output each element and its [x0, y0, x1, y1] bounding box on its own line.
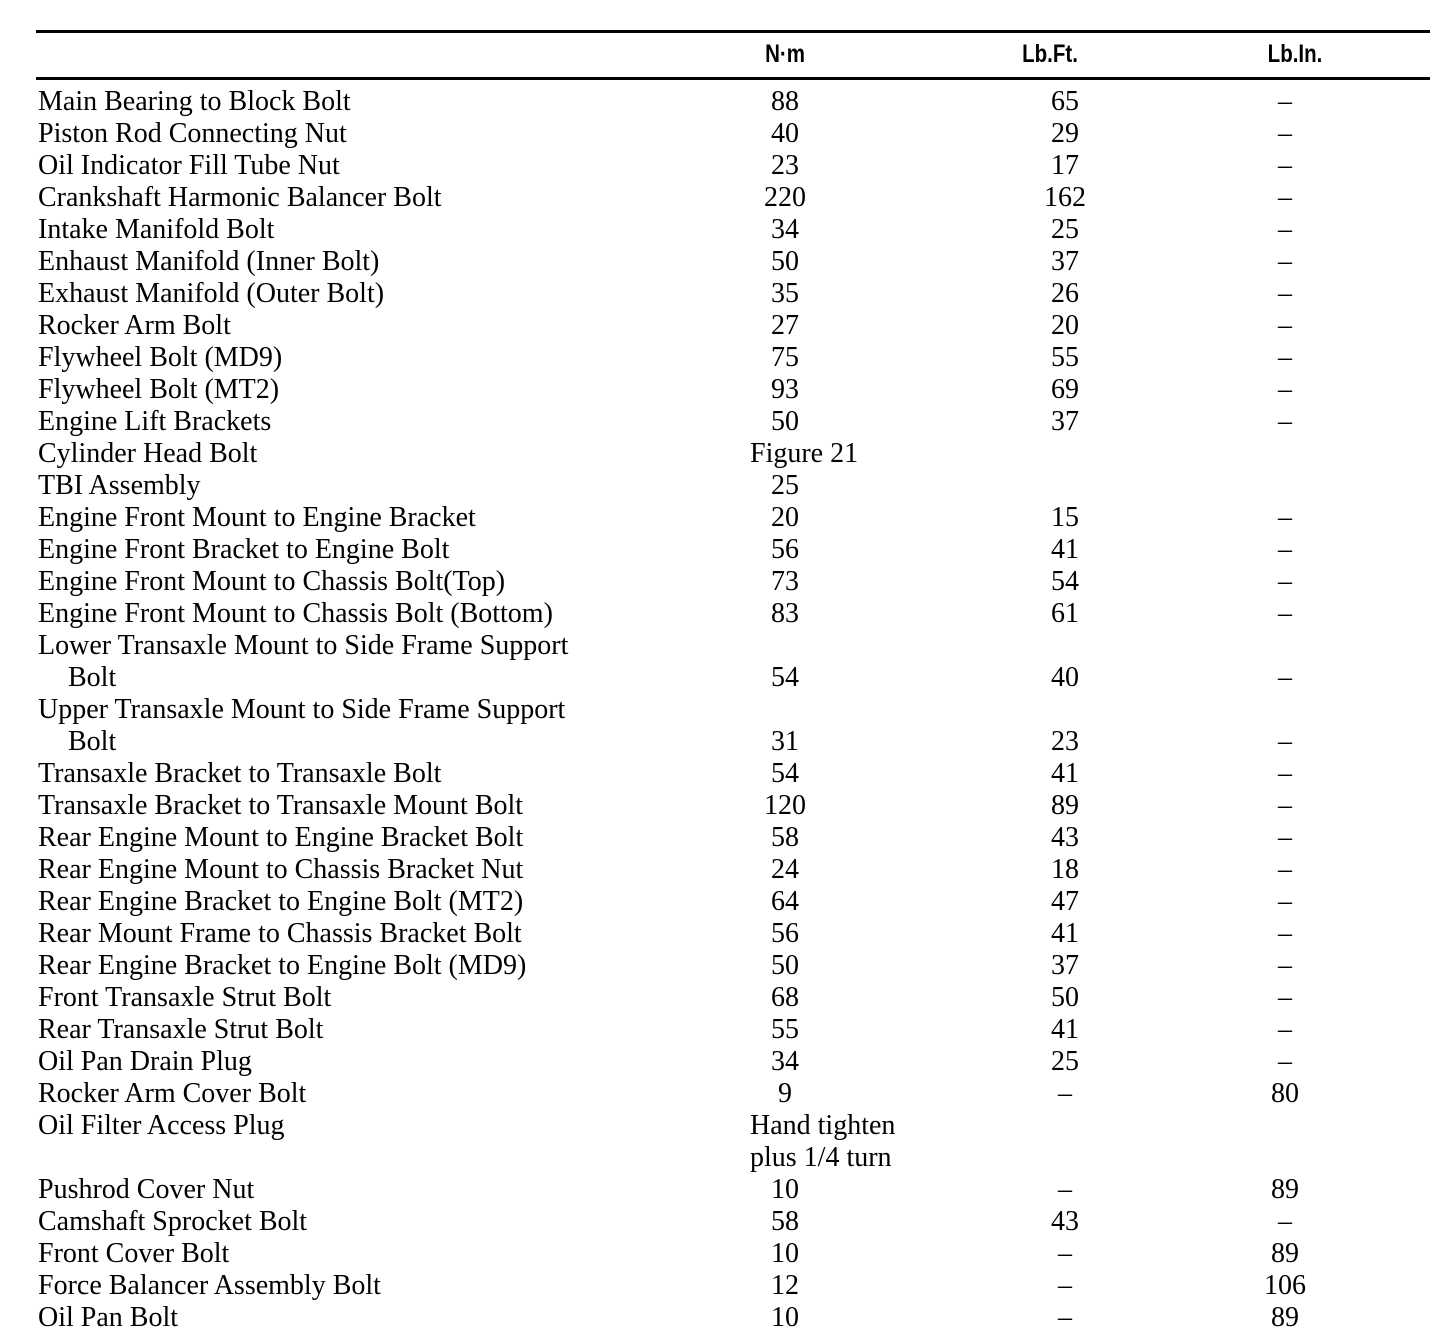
table-row: [0, 758, 1440, 790]
value-lbin: –: [1278, 1206, 1292, 1237]
table-row: [0, 1174, 1440, 1206]
fastener-name: [38, 630, 568, 694]
value-nm-line: 12: [771, 1270, 799, 1301]
value-nm: [740, 150, 830, 182]
fastener-name-line: Rear Engine Mount to Chassis Bracket Nut: [38, 854, 524, 885]
value-lbft: 50: [1051, 982, 1079, 1013]
value-nm-line: 50: [771, 950, 799, 981]
fastener-name: [38, 1110, 285, 1142]
fastener-name-line: Piston Rod Connecting Nut: [38, 118, 347, 149]
table-row: [0, 374, 1440, 406]
table-row: [0, 310, 1440, 342]
value-nm: [740, 534, 830, 566]
value-nm: [740, 662, 830, 694]
value-nm: [740, 118, 830, 150]
fastener-name: [38, 246, 379, 278]
fastener-name-line: Oil Indicator Fill Tube Nut: [38, 150, 340, 181]
fastener-name: [38, 982, 331, 1014]
value-lbft: 25: [1051, 1046, 1079, 1077]
fastener-name-line: Camshaft Sprocket Bolt: [38, 1206, 308, 1237]
value-nm: [740, 310, 830, 342]
fastener-name-line: Cylinder Head Bolt: [38, 438, 258, 469]
value-nm: [740, 1078, 830, 1110]
fastener-name-line: Exhaust Manifold (Outer Bolt): [38, 278, 385, 309]
table-row: [0, 918, 1440, 950]
value-lbin: –: [1278, 502, 1292, 533]
value-lbin: 89: [1271, 1302, 1299, 1333]
value-nm: [740, 406, 830, 438]
value-nm-line: 56: [771, 918, 799, 949]
fastener-name: [38, 886, 523, 918]
value-nm-line: 34: [771, 1046, 799, 1077]
fastener-name-line: Flywheel Bolt (MD9): [38, 342, 283, 373]
fastener-name-line: Rear Engine Bracket to Engine Bolt (MT2): [38, 886, 524, 917]
value-nm: [740, 950, 830, 982]
fastener-name-line: Pushrod Cover Nut: [38, 1174, 255, 1205]
table-row: [0, 854, 1440, 886]
value-nm: [740, 758, 830, 790]
fastener-name-line: Rear Engine Mount to Engine Bracket Bolt: [38, 822, 524, 853]
fastener-name: [38, 1174, 254, 1206]
fastener-name-line: Bolt: [68, 726, 117, 757]
fastener-name: [38, 310, 231, 342]
value-nm-line: 83: [771, 598, 799, 629]
value-lbin: –: [1278, 566, 1292, 597]
fastener-name-line: Transaxle Bracket to Transaxle Bolt: [38, 758, 442, 789]
value-lbin: –: [1278, 150, 1292, 181]
table-row: [0, 342, 1440, 374]
fastener-name-line: Rocker Arm Cover Bolt: [38, 1078, 307, 1109]
torque-table-body: [0, 86, 1440, 1334]
value-lbin: –: [1278, 86, 1292, 117]
value-lbft: 69: [1051, 374, 1079, 405]
value-nm: [740, 1238, 830, 1270]
value-nm-line: 10: [771, 1174, 799, 1205]
fastener-name-line: Intake Manifold Bolt: [38, 214, 275, 245]
table-row: [0, 534, 1440, 566]
value-lbft: 41: [1051, 758, 1079, 789]
fastener-name: [38, 822, 523, 854]
value-nm-line: 120: [764, 790, 806, 821]
value-nm: [740, 1046, 830, 1078]
value-nm-line: plus 1/4 turn: [750, 1142, 892, 1173]
value-lbft: 54: [1051, 566, 1079, 597]
value-nm-line: 73: [771, 566, 799, 597]
table-row: [0, 1270, 1440, 1302]
value-lbft: 15: [1051, 502, 1079, 533]
fastener-name: [38, 1302, 178, 1334]
value-lbft: 20: [1051, 310, 1079, 341]
fastener-name-line: Rear Engine Bracket to Engine Bolt (MD9): [38, 950, 527, 981]
value-lbin: –: [1278, 406, 1292, 437]
header-rule: [36, 77, 1430, 80]
value-lbft: 41: [1051, 1014, 1079, 1045]
value-nm-line: 68: [771, 982, 799, 1013]
fastener-name: [38, 598, 553, 630]
fastener-name: [38, 406, 271, 438]
fastener-name: [38, 150, 340, 182]
value-lbin: 89: [1271, 1174, 1299, 1205]
fastener-name: [38, 374, 279, 406]
value-nm-line: 10: [771, 1302, 799, 1333]
value-nm-line: 54: [771, 758, 799, 789]
fastener-name: [38, 1270, 381, 1302]
fastener-name: [38, 534, 449, 566]
top-rule: [36, 30, 1430, 33]
value-nm-line: 56: [771, 534, 799, 565]
value-lbin: –: [1278, 278, 1292, 309]
value-lbft: 89: [1051, 790, 1079, 821]
fastener-name: [38, 1014, 323, 1046]
value-nm: [740, 374, 830, 406]
value-lbft: –: [1058, 1078, 1072, 1109]
value-nm: [740, 1014, 830, 1046]
value-lbin: –: [1278, 534, 1292, 565]
table-row: [0, 150, 1440, 182]
table-row: [0, 406, 1440, 438]
table-row: [0, 822, 1440, 854]
value-nm: [740, 1174, 830, 1206]
table-row: [0, 1238, 1440, 1270]
value-lbft: 41: [1051, 918, 1079, 949]
fastener-name-line: Engine Front Mount to Engine Bracket: [38, 502, 476, 533]
value-nm-line: 20: [771, 502, 799, 533]
value-nm: [740, 726, 830, 758]
table-row: [0, 470, 1440, 502]
value-nm-line: 27: [771, 310, 799, 341]
table-row: [0, 246, 1440, 278]
value-lbin: 80: [1271, 1078, 1299, 1109]
value-nm: [740, 886, 830, 918]
fastener-name: [38, 950, 526, 982]
fastener-name: [38, 758, 441, 790]
table-row: [0, 502, 1440, 534]
value-nm: [750, 438, 930, 470]
table-row: [0, 886, 1440, 918]
value-lbft: 29: [1051, 118, 1079, 149]
fastener-name-line: Bolt: [68, 662, 117, 693]
fastener-name: [38, 278, 384, 310]
value-nm-line: 25: [771, 470, 799, 501]
value-nm: [740, 86, 830, 118]
value-lbin: –: [1278, 214, 1292, 245]
header-lbin: Lb.In.: [1267, 40, 1323, 68]
fastener-name-line: Oil Pan Bolt: [38, 1302, 179, 1333]
value-lbin: –: [1278, 982, 1292, 1013]
value-nm: [740, 982, 830, 1014]
header-lbft: Lb.Ft.: [1022, 40, 1078, 68]
value-lbin: –: [1278, 182, 1292, 213]
table-row: [0, 1046, 1440, 1078]
fastener-name-line: Engine Front Mount to Chassis Bolt(Top): [38, 566, 506, 597]
fastener-name-line: TBI Assembly: [38, 470, 201, 501]
fastener-name-line: Transaxle Bracket to Transaxle Mount Bolt: [38, 790, 524, 821]
value-lbft: 18: [1051, 854, 1079, 885]
value-nm: [740, 214, 830, 246]
table-row: [0, 1302, 1440, 1334]
fastener-name: [38, 502, 476, 534]
value-lbft: 37: [1051, 406, 1079, 437]
table-row: [0, 118, 1440, 150]
fastener-name-line: Oil Filter Access Plug: [38, 1110, 285, 1141]
fastener-name: [38, 438, 257, 470]
fastener-name: [38, 1206, 307, 1238]
table-row: [0, 1110, 1440, 1174]
fastener-name: [38, 342, 282, 374]
value-nm-line: 34: [771, 214, 799, 245]
value-lbft: 43: [1051, 822, 1079, 853]
value-nm: [740, 278, 830, 310]
value-nm-line: 220: [764, 182, 806, 213]
table-row: [0, 278, 1440, 310]
table-row: [0, 982, 1440, 1014]
table-row: [0, 566, 1440, 598]
table-row: [0, 694, 1440, 758]
value-nm-line: 50: [771, 406, 799, 437]
fastener-name: [38, 694, 565, 758]
value-lbft: 37: [1051, 246, 1079, 277]
fastener-name-line: Rear Transaxle Strut Bolt: [38, 1014, 324, 1045]
fastener-name: [38, 790, 523, 822]
value-nm: [740, 598, 830, 630]
value-nm-line: 50: [771, 246, 799, 277]
value-nm-line: 55: [771, 1014, 799, 1045]
fastener-name-line: Engine Lift Brackets: [38, 406, 272, 437]
fastener-name: [38, 1046, 252, 1078]
table-row: [0, 1014, 1440, 1046]
value-lbft: –: [1058, 1302, 1072, 1333]
table-row: [0, 790, 1440, 822]
value-lbft: 23: [1051, 726, 1079, 757]
fastener-name: [38, 86, 351, 118]
value-nm: [740, 1206, 830, 1238]
value-nm-line: 24: [771, 854, 799, 885]
fastener-name-line: Oil Pan Drain Plug: [38, 1046, 252, 1077]
table-row: [0, 438, 1440, 470]
value-lbft: 40: [1051, 662, 1079, 693]
value-nm: [740, 502, 830, 534]
value-nm: [740, 854, 830, 886]
value-nm: [740, 342, 830, 374]
value-lbin: –: [1278, 118, 1292, 149]
fastener-name: [38, 182, 442, 214]
value-nm-line: 54: [771, 662, 799, 693]
value-lbft: 61: [1051, 598, 1079, 629]
fastener-name: [38, 918, 522, 950]
value-lbft: 26: [1051, 278, 1079, 309]
value-nm-line: 23: [771, 150, 799, 181]
value-lbin: –: [1278, 310, 1292, 341]
fastener-name-line: Engine Front Bracket to Engine Bolt: [38, 534, 450, 565]
table-row: [0, 1206, 1440, 1238]
value-lbin: –: [1278, 854, 1292, 885]
value-nm: [740, 182, 830, 214]
header-nm: N·m: [765, 40, 805, 68]
value-nm-line: Figure 21: [750, 438, 859, 469]
value-lbin: –: [1278, 246, 1292, 277]
value-lbin: –: [1278, 1014, 1292, 1045]
fastener-name: [38, 1238, 229, 1270]
value-nm-line: 64: [771, 886, 799, 917]
fastener-name-line: Rear Mount Frame to Chassis Bracket Bolt: [38, 918, 522, 949]
value-nm-line: 75: [771, 342, 799, 373]
fastener-name-line: Engine Front Mount to Chassis Bolt (Bottom): [38, 598, 553, 629]
value-lbin: –: [1278, 918, 1292, 949]
value-lbft: –: [1058, 1238, 1072, 1269]
table-row: [0, 630, 1440, 694]
value-lbin: –: [1278, 662, 1292, 693]
fastener-name-line: Flywheel Bolt (MT2): [38, 374, 280, 405]
value-lbin: 89: [1271, 1238, 1299, 1269]
value-lbin: 106: [1264, 1270, 1306, 1301]
fastener-name: [38, 854, 523, 886]
fastener-name-line: Front Cover Bolt: [38, 1238, 230, 1269]
fastener-name: [38, 566, 505, 598]
value-lbft: –: [1058, 1270, 1072, 1301]
value-nm: [740, 1302, 830, 1334]
value-nm: [740, 918, 830, 950]
value-nm-line: 40: [771, 118, 799, 149]
fastener-name-line: Rocker Arm Bolt: [38, 310, 231, 341]
table-row: [0, 598, 1440, 630]
value-nm-line: 9: [778, 1078, 792, 1109]
table-row: [0, 86, 1440, 118]
value-nm-line: 58: [771, 822, 799, 853]
value-lbft: 162: [1044, 182, 1086, 213]
value-nm-line: 10: [771, 1238, 799, 1269]
fastener-name: [38, 214, 274, 246]
fastener-name-line: Front Transaxle Strut Bolt: [38, 982, 332, 1013]
fastener-name-line: Enhaust Manifold (Inner Bolt): [38, 246, 380, 277]
value-lbin: –: [1278, 758, 1292, 789]
value-lbft: 65: [1051, 86, 1079, 117]
table-row: [0, 950, 1440, 982]
value-nm: [740, 246, 830, 278]
fastener-name: [38, 470, 201, 502]
fastener-name-line: Lower Transaxle Mount to Side Frame Support: [38, 630, 569, 661]
value-nm-line: 93: [771, 374, 799, 405]
fastener-name: [38, 1078, 306, 1110]
table-row: [0, 182, 1440, 214]
value-lbin: –: [1278, 886, 1292, 917]
value-lbin: –: [1278, 950, 1292, 981]
value-nm-line: 88: [771, 86, 799, 117]
value-lbft: 25: [1051, 214, 1079, 245]
value-nm: [740, 470, 830, 502]
fastener-name-line: Main Bearing to Block Bolt: [38, 86, 351, 117]
table-row: [0, 1078, 1440, 1110]
value-lbft: 17: [1051, 150, 1079, 181]
value-lbin: –: [1278, 342, 1292, 373]
value-lbin: –: [1278, 790, 1292, 821]
value-nm: [740, 822, 830, 854]
value-nm-line: Hand tighten: [750, 1110, 896, 1141]
value-nm-line: 58: [771, 1206, 799, 1237]
value-lbin: –: [1278, 598, 1292, 629]
table-row: [0, 214, 1440, 246]
value-nm: [740, 1270, 830, 1302]
value-nm: [740, 566, 830, 598]
value-lbft: 55: [1051, 342, 1079, 373]
value-lbin: –: [1278, 726, 1292, 757]
fastener-name-line: Crankshaft Harmonic Balancer Bolt: [38, 182, 442, 213]
value-lbin: –: [1278, 822, 1292, 853]
value-lbft: 41: [1051, 534, 1079, 565]
value-lbft: 43: [1051, 1206, 1079, 1237]
value-nm: [750, 1110, 930, 1174]
value-lbft: 37: [1051, 950, 1079, 981]
value-lbin: –: [1278, 1046, 1292, 1077]
value-nm-line: 35: [771, 278, 799, 309]
fastener-name: [38, 118, 347, 150]
value-lbft: –: [1058, 1174, 1072, 1205]
value-nm-line: 31: [771, 726, 799, 757]
fastener-name-line: Upper Transaxle Mount to Side Frame Support: [38, 694, 566, 725]
value-lbft: 47: [1051, 886, 1079, 917]
fastener-name-line: Force Balancer Assembly Bolt: [38, 1270, 381, 1301]
value-lbin: –: [1278, 374, 1292, 405]
value-nm: [740, 790, 830, 822]
